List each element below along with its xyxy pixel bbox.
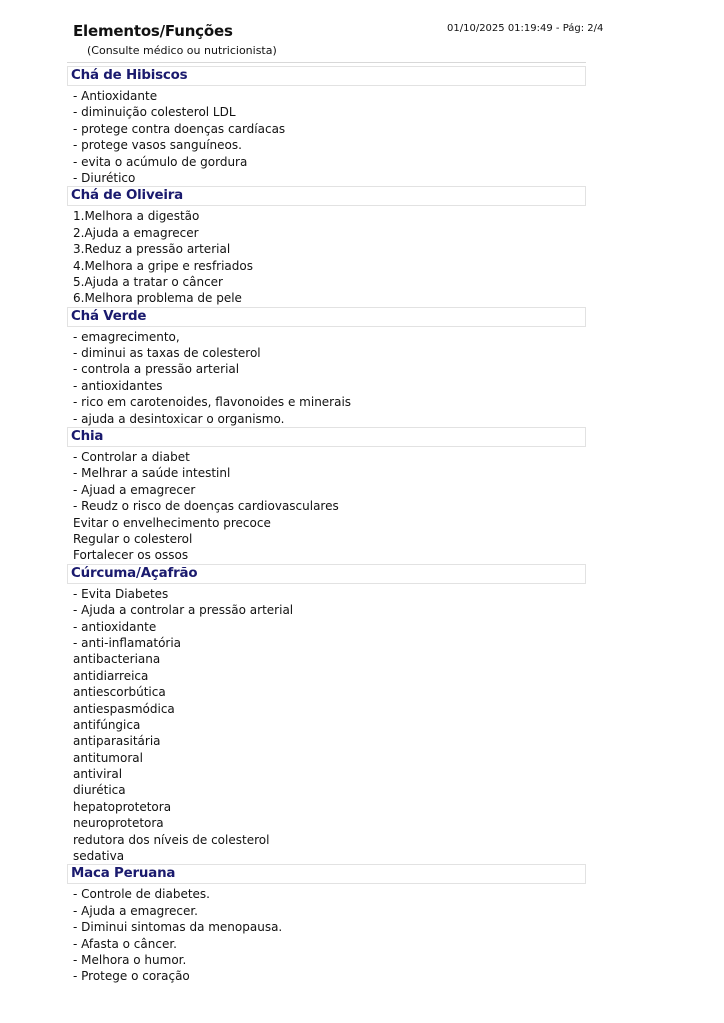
list-item: antiviral bbox=[73, 767, 123, 782]
list-item: 5.Ajuda a tratar o câncer bbox=[73, 274, 223, 289]
list-item: - Diurético bbox=[73, 170, 136, 185]
section-items bbox=[67, 86, 586, 186]
section-title: Cúrcuma/Açafrão bbox=[71, 565, 198, 581]
list-item: 2.Ajuda a emagrecer bbox=[73, 225, 199, 240]
page-title: Elementos/Funções bbox=[73, 22, 233, 40]
list-item: antifúngica bbox=[73, 717, 141, 732]
section-title: Maca Peruana bbox=[71, 866, 176, 882]
list-item: - controla a pressão arterial bbox=[73, 362, 240, 377]
section bbox=[67, 186, 586, 306]
list-item: diurética bbox=[73, 783, 126, 798]
list-item: - protege contra doenças cardíacas bbox=[73, 121, 286, 136]
list-item: - ajuda a desintoxicar o organismo. bbox=[73, 411, 285, 426]
list-item: - Ajuda a emagrecer. bbox=[73, 903, 198, 918]
sections-list bbox=[67, 66, 586, 985]
list-item: - Controlar a diabet bbox=[73, 450, 190, 465]
list-item: Fortalecer os ossos bbox=[73, 548, 189, 563]
list-item: - Ajuda a controlar a pressão arterial bbox=[73, 603, 294, 618]
list-item: antidiarreica bbox=[73, 668, 149, 683]
section-items bbox=[67, 584, 586, 865]
section-header bbox=[67, 186, 586, 206]
list-item: - Protege o coração bbox=[73, 969, 190, 984]
list-item: antiparasitária bbox=[73, 734, 161, 749]
list-item: Regular o colesterol bbox=[73, 531, 193, 546]
timestamp-page-number: 01/10/2025 01:19:49 - Pág: 2/4 bbox=[447, 23, 604, 34]
section-header bbox=[67, 864, 586, 884]
list-item: - Diminui sintomas da menopausa. bbox=[73, 920, 283, 935]
section bbox=[67, 564, 586, 865]
section-header bbox=[67, 427, 586, 447]
list-item: - evita o acúmulo de gordura bbox=[73, 154, 248, 169]
list-item: - emagrecimento, bbox=[73, 329, 180, 344]
list-item: - Evita Diabetes bbox=[73, 586, 169, 601]
section-header bbox=[67, 307, 586, 327]
list-item: - Melhora o humor. bbox=[73, 952, 187, 967]
section-title: Chia bbox=[71, 429, 104, 445]
list-item: - rico em carotenoides, flavonoides e minerais bbox=[73, 395, 352, 410]
section-items bbox=[67, 327, 586, 427]
list-item: - diminui as taxas de colesterol bbox=[73, 346, 261, 361]
section-items bbox=[67, 884, 586, 984]
list-item: hepatoprotetora bbox=[73, 799, 172, 814]
section bbox=[67, 427, 586, 564]
list-item: - diminuição colesterol LDL bbox=[73, 105, 236, 120]
section bbox=[67, 307, 586, 427]
section-items bbox=[67, 447, 586, 564]
list-item: - Ajuad a emagrecer bbox=[73, 482, 196, 497]
list-item: antibacteriana bbox=[73, 652, 161, 667]
section bbox=[67, 864, 586, 984]
section-title: Chá Verde bbox=[71, 308, 147, 324]
list-item: 6.Melhora problema de pele bbox=[73, 291, 242, 306]
list-item: Evitar o envelhecimento precoce bbox=[73, 515, 271, 530]
section-title: Chá de Hibiscos bbox=[71, 68, 188, 83]
page-subtitle: (Consulte médico ou nutricionista) bbox=[87, 44, 277, 57]
list-item: - Controle de diabetes. bbox=[73, 887, 210, 902]
header-divider bbox=[67, 62, 586, 63]
list-item: - anti-inflamatória bbox=[73, 635, 182, 650]
list-item: 4.Melhora a gripe e resfriados bbox=[73, 258, 253, 273]
list-item: - Afasta o câncer. bbox=[73, 936, 177, 951]
list-item: - protege vasos sanguíneos. bbox=[73, 138, 242, 153]
list-item: antitumoral bbox=[73, 750, 143, 765]
section-header bbox=[67, 66, 586, 86]
list-item: - Melhrar a saúde intestinl bbox=[73, 466, 231, 481]
list-item: sedativa bbox=[73, 849, 125, 864]
list-item: - Reudz o risco de doenças cardiovasculares bbox=[73, 499, 339, 514]
list-item: 1.Melhora a digestão bbox=[73, 209, 200, 224]
list-item: - antioxidantes bbox=[73, 378, 163, 393]
section bbox=[67, 66, 586, 186]
list-item: - Antioxidante bbox=[73, 89, 158, 103]
list-item: neuroprotetora bbox=[73, 816, 164, 831]
list-item: antiespasmódica bbox=[73, 701, 175, 716]
section-header bbox=[67, 564, 586, 584]
section-title: Chá de Oliveira bbox=[71, 188, 183, 204]
list-item: 3.Reduz a pressão arterial bbox=[73, 242, 231, 257]
list-item: redutora dos níveis de colesterol bbox=[73, 832, 270, 847]
section-items bbox=[67, 206, 586, 306]
page-header bbox=[0, 0, 724, 64]
list-item: - antioxidante bbox=[73, 619, 157, 634]
list-item: antiescorbútica bbox=[73, 685, 166, 700]
